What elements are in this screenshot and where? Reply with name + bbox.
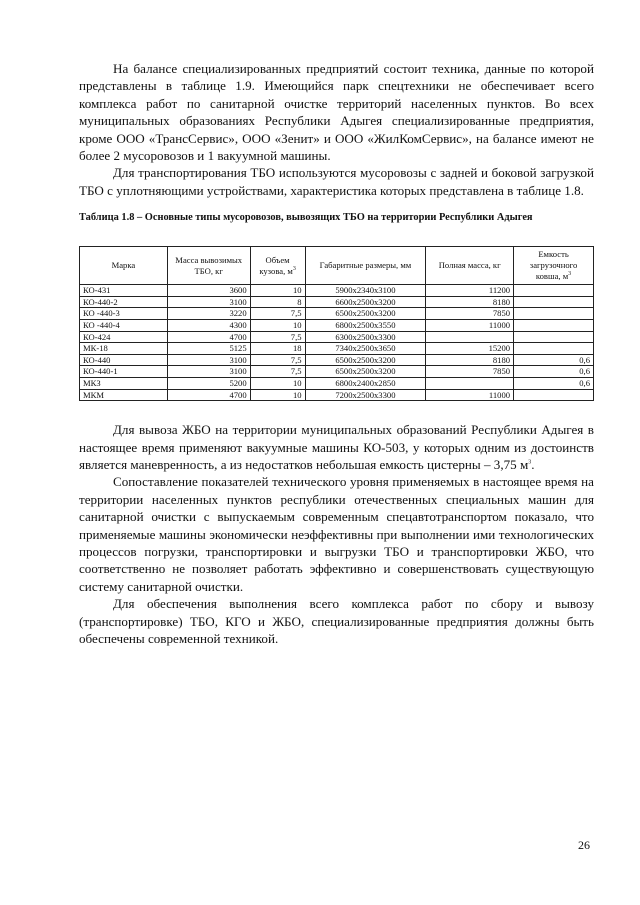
cell-volume: 7,5	[250, 308, 305, 320]
table-row	[80, 389, 594, 401]
table-row	[80, 331, 594, 343]
cell-dims: 5900х2340х3100	[305, 285, 426, 297]
cell-mass: 4700	[167, 331, 250, 343]
cell-full-mass: 7850	[426, 308, 514, 320]
after-table-text	[79, 421, 594, 647]
table-row	[80, 285, 594, 297]
cell-bucket: 0,6	[514, 354, 594, 366]
paragraph-requirements: Для обеспечения выполнения всего комплекса работ по сбору и вывозу (транспортировке) ТБО, КГО и ЖБО, специализированные предприятия должны быть обеспечены современной техникой.	[79, 596, 594, 647]
cell-brand: КО -440-4	[80, 320, 168, 332]
cell-full-mass: 11200	[426, 285, 514, 297]
cell-bucket	[514, 343, 594, 355]
cell-bucket: 0,6	[514, 366, 594, 378]
cell-volume: 10	[250, 378, 305, 390]
cell-mass: 5125	[167, 343, 250, 355]
cell-brand: КО-440-1	[80, 366, 168, 378]
cell-dims: 7340х2500х3650	[305, 343, 426, 355]
cell-volume: 7,5	[250, 331, 305, 343]
cell-bucket	[514, 320, 594, 332]
table-body	[80, 285, 594, 401]
cell-dims: 6500х2500х3200	[305, 308, 426, 320]
cell-mass: 3220	[167, 308, 250, 320]
cell-dims: 6800х2500х3550	[305, 320, 426, 332]
table-row	[80, 354, 594, 366]
cell-mass: 4700	[167, 389, 250, 401]
header-dimensions: Габаритные размеры, мм	[305, 247, 426, 285]
table-row	[80, 308, 594, 320]
cell-bucket	[514, 308, 594, 320]
table-row	[80, 296, 594, 308]
cell-full-mass: 8180	[426, 296, 514, 308]
cell-mass: 3100	[167, 354, 250, 366]
cell-full-mass: 11000	[426, 389, 514, 401]
cell-volume: 18	[250, 343, 305, 355]
paragraph-comparison: Сопоставление показателей технического уровня применяемых в настоящее время на территории населенных пунктов республики отечественных специальных машин для санитарной очистки с выпускаемым современным спецавтотранспортом показало, что применяемые машины экономически неэффективны при выполнении ими технологических процессов погрузки, транспортировки и выгрузки ТБО и транспортировки ЖБО, что соответственно не позволяет работать эффективно и совершенствовать существующую систему санитарной очистки.	[79, 474, 594, 594]
cell-full-mass	[426, 378, 514, 390]
cell-bucket	[514, 389, 594, 401]
cell-dims: 6500х2500х3200	[305, 354, 426, 366]
cell-bucket	[514, 285, 594, 297]
cell-brand: КО-431	[80, 285, 168, 297]
cell-brand: МКМ	[80, 389, 168, 401]
cell-bucket: 0,6	[514, 378, 594, 390]
cell-dims: 6300х2500х3300	[305, 331, 426, 343]
cell-full-mass	[426, 331, 514, 343]
cell-volume: 10	[250, 285, 305, 297]
header-bucket: Емкость загрузочного ковша, $м^3$	[514, 247, 594, 285]
cell-brand: МК-18	[80, 343, 168, 355]
cell-full-mass: 11000	[426, 320, 514, 332]
page-content	[79, 60, 594, 647]
table-caption: Таблица 1.8 – Основные типы мусоровозов, вывозящих ТБО на территории Республики Адыгея	[79, 212, 533, 224]
cell-mass: 3100	[167, 296, 250, 308]
cell-volume: 10	[250, 320, 305, 332]
header-mass: Масса вывозимых ТБО, кг	[167, 247, 250, 285]
cell-dims: 6600х2500х3200	[305, 296, 426, 308]
cell-volume: 10	[250, 389, 305, 401]
table-row	[80, 366, 594, 378]
table-row	[80, 343, 594, 355]
paragraph-msw-transport: Для транспортирования ТБО используются мусоровозы с задней и боковой загрузкой ТБО с уплотняющими устройствами, характеристика которых представлена в таблице 1.8.	[79, 165, 594, 198]
cell-mass: 3100	[167, 366, 250, 378]
cell-volume: 7,5	[250, 354, 305, 366]
cell-bucket	[514, 331, 594, 343]
header-volume: Объем кузова, $м^3$	[250, 247, 305, 285]
cell-full-mass: 8180	[426, 354, 514, 366]
cell-dims: 6800х2400х2850	[305, 378, 426, 390]
table-row	[80, 320, 594, 332]
cell-full-mass: 7850	[426, 366, 514, 378]
cell-brand: МКЗ	[80, 378, 168, 390]
cell-brand: КО-440	[80, 354, 168, 366]
cell-volume: 7,5	[250, 366, 305, 378]
cell-mass: 3600	[167, 285, 250, 297]
paragraph-equipment-balance: На балансе специализированных предприятий состоит техника, данные по которой представлены в таблице 1.9. Имеющийся парк спецтехники не обеспечивает всего комплекса работ по санитарной очистке территорий населенных пунктов. Во всех муниципальных образованиях Республики Адыгея специализированные предприятия, кроме ООО «ТрансСервис», ООО «Зенит» и ООО «ЖилКомСервис», на балансе имеют не более 2 мусоровозов и 1 вакуумной машины.	[79, 61, 594, 164]
cell-brand: КО-440-2	[80, 296, 168, 308]
header-full-mass: Полная масса, кг	[426, 247, 514, 285]
table-row	[80, 378, 594, 390]
paragraph-lro-vehicles: Для вывоза ЖБО на территории муниципальных образований Республики Адыгея в настоящее время применяют вакуумные машины КО-503, у которых одним из достоинств является маневренность, а из недостатков небольшая емкость цистерны – 3,75 $м^3$.	[79, 422, 594, 472]
header-brand: Марка	[80, 247, 168, 285]
table-header-row	[80, 247, 594, 285]
cell-mass: 5200	[167, 378, 250, 390]
cell-mass: 4300	[167, 320, 250, 332]
cell-dims: 7200х2500х3300	[305, 389, 426, 401]
cell-dims: 6500х2500х3200	[305, 366, 426, 378]
cell-bucket	[514, 296, 594, 308]
cell-brand: КО-424	[80, 331, 168, 343]
page-number: 26	[578, 838, 590, 852]
cell-full-mass: 15200	[426, 343, 514, 355]
cell-brand: КО -440-3	[80, 308, 168, 320]
garbage-truck-table	[79, 246, 594, 401]
cell-volume: 8	[250, 296, 305, 308]
